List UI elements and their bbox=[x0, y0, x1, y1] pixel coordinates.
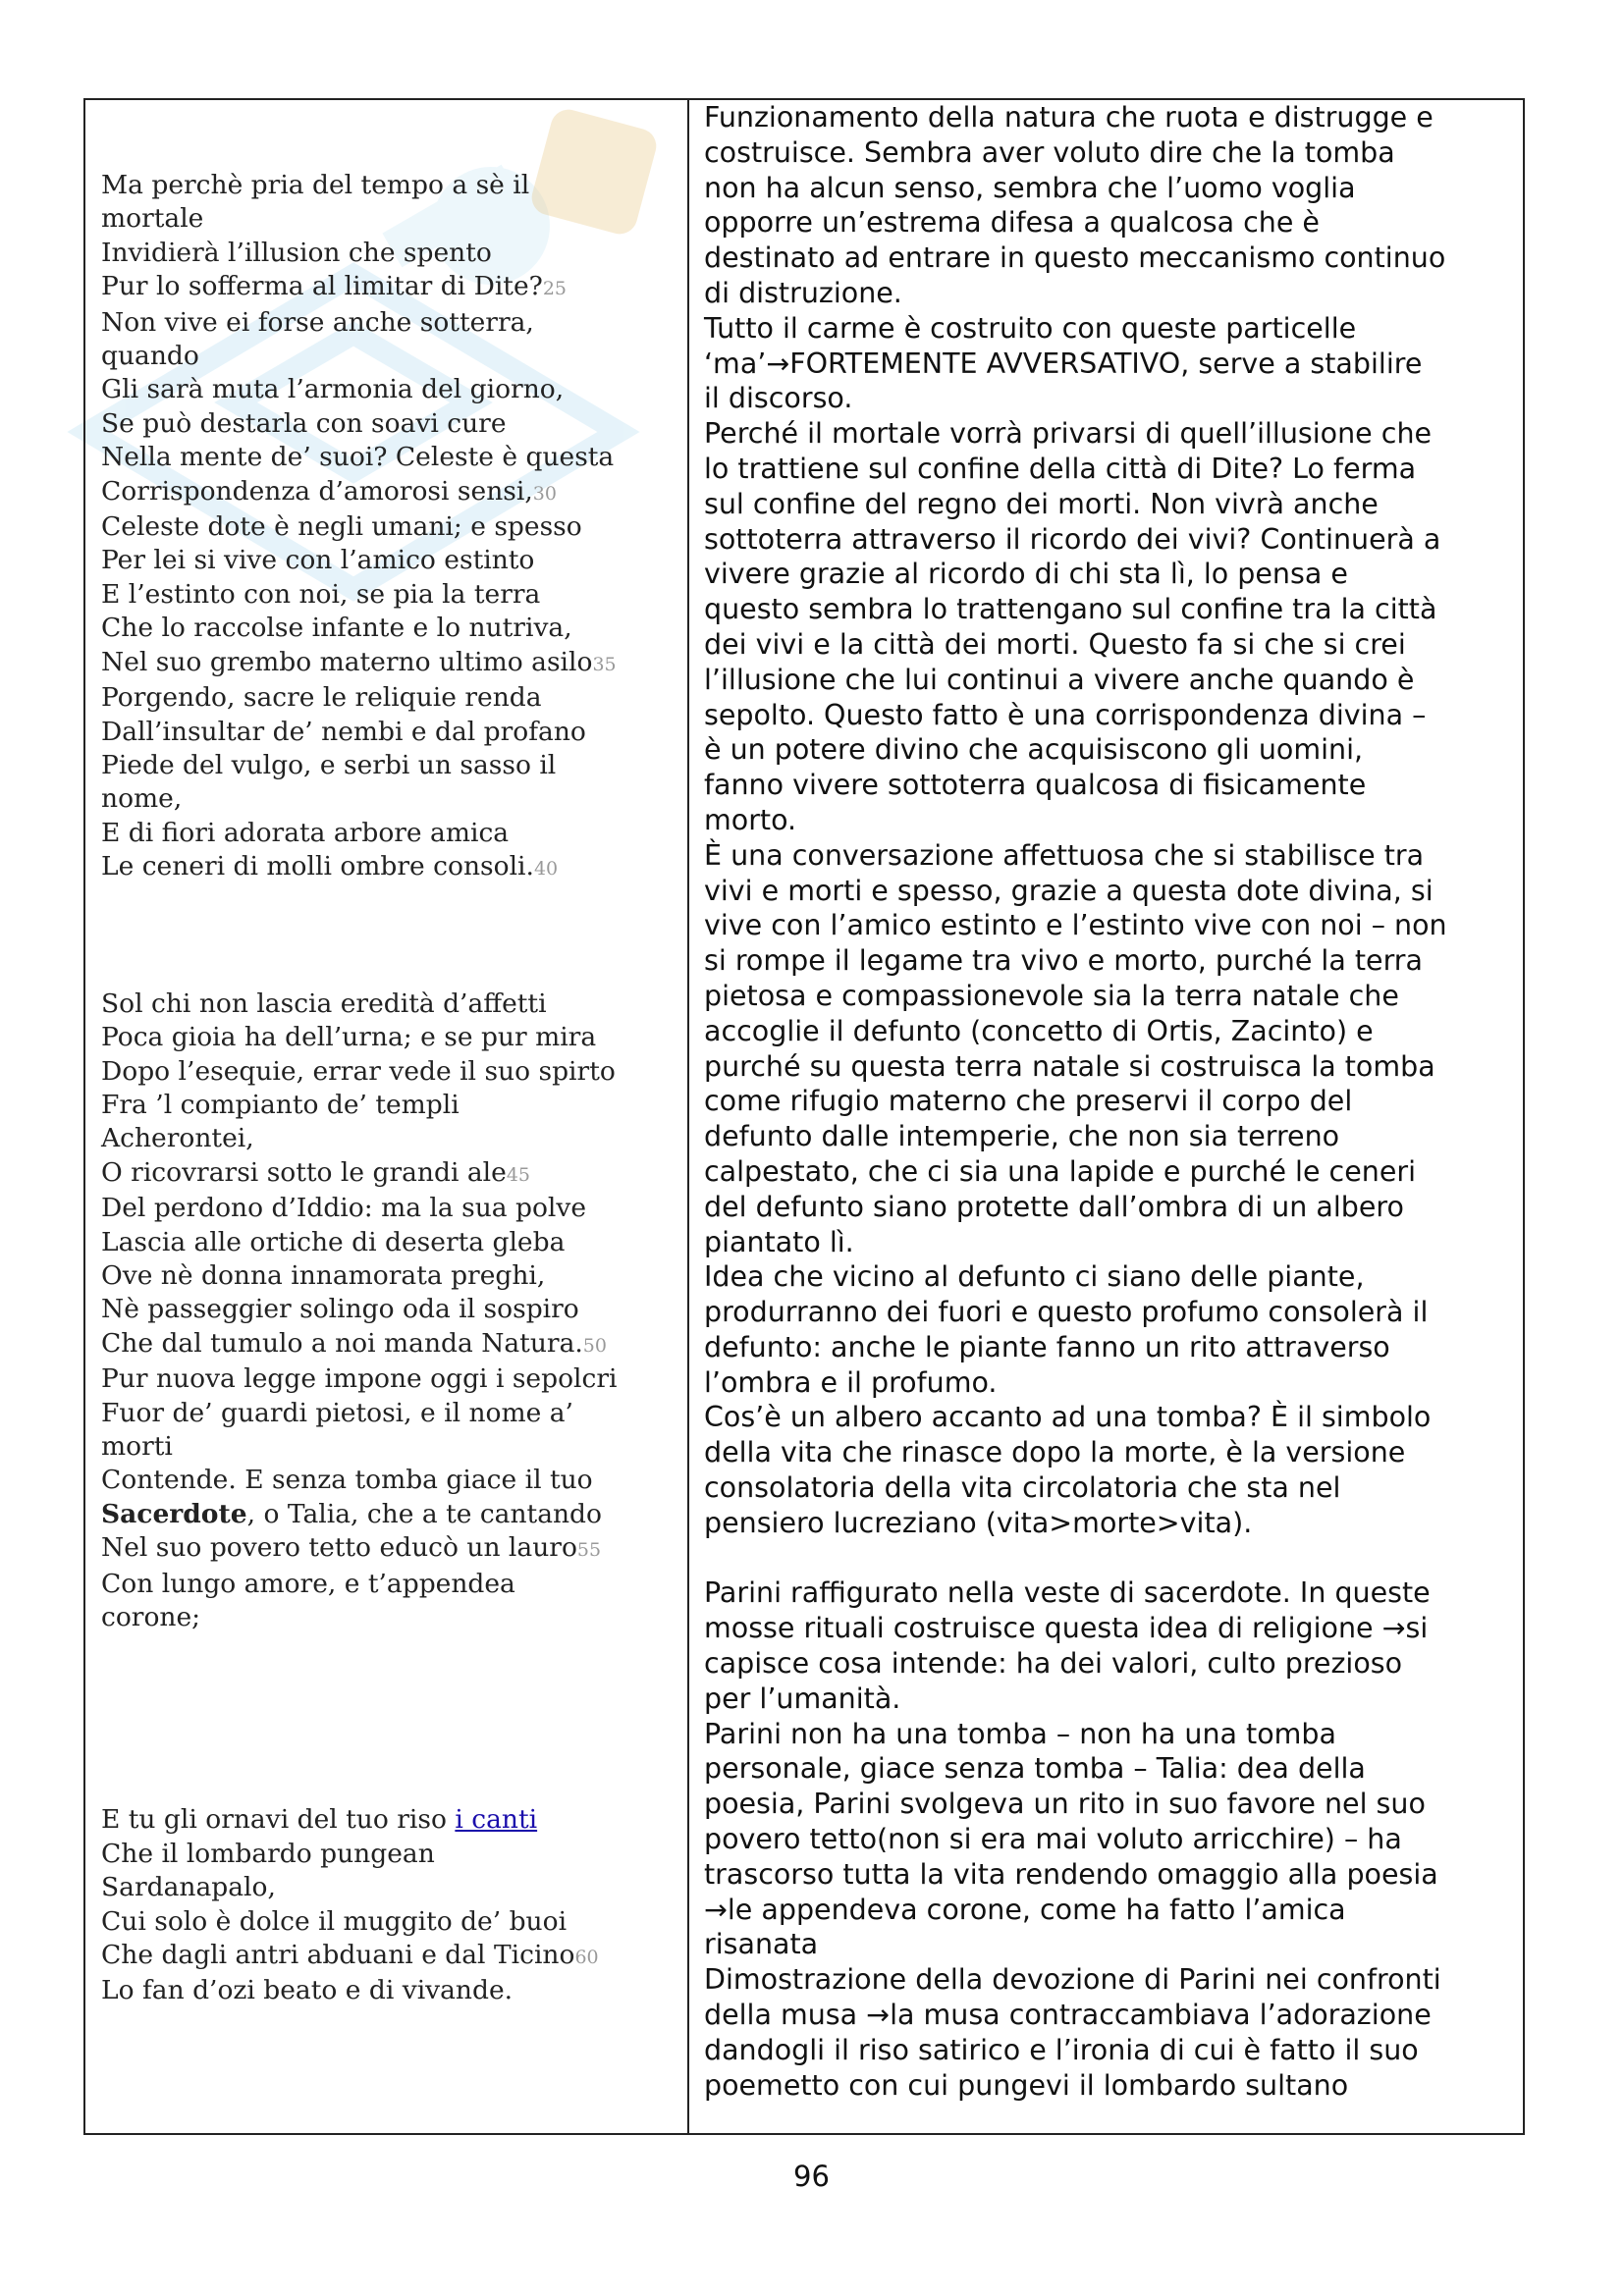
sacerdote-bold: Sacerdote bbox=[101, 1498, 247, 1529]
verse-line: Sardanapalo, bbox=[101, 1872, 276, 1903]
verse-number: 60 bbox=[574, 1947, 599, 1968]
verse-line: Pur nuova legge impone oggi i sepolcri bbox=[101, 1363, 618, 1395]
verse-line bbox=[101, 1327, 680, 1362]
verse-line bbox=[101, 270, 680, 305]
verse-line bbox=[101, 850, 680, 885]
commentary-line: l’ombra e il profumo. bbox=[704, 1365, 998, 1399]
verse-line: Per lei si vive con l’amico estinto bbox=[101, 545, 535, 576]
commentary-line: è un potere divino che acquisiscono gli uomini, bbox=[704, 733, 1364, 767]
commentary-line: Idea che vicino al defunto ci siano delle piante, bbox=[704, 1260, 1365, 1294]
verse-text: Nel suo povero tetto educò un lauro bbox=[101, 1532, 577, 1564]
verse-text: Nel suo grembo materno ultimo asilo bbox=[101, 646, 593, 677]
commentary-block-2 bbox=[704, 1575, 1519, 2103]
commentary-line: produrranno dei fuori e questo profumo consolerà il bbox=[704, 1296, 1429, 1329]
verse-line: Porgendo, sacre le reliquie renda bbox=[101, 682, 542, 714]
verse-line: morti bbox=[101, 1430, 173, 1462]
commentary-line: defunto: anche le piante fanno un rito attraverso bbox=[704, 1330, 1390, 1363]
verse-line: Che il lombardo pungean bbox=[101, 1838, 435, 1869]
verse-line: nome, bbox=[101, 783, 183, 815]
verse-line: Lascia alle ortiche di deserta gleba bbox=[101, 1226, 566, 1257]
commentary-line: Dimostrazione della devozione di Parini nei confronti bbox=[704, 1963, 1441, 1997]
commentary-line: Perché il mortale vorrà privarsi di quell’illusione che bbox=[704, 417, 1433, 451]
verse-number: 50 bbox=[582, 1334, 607, 1357]
verse-number: 40 bbox=[533, 858, 559, 881]
verse-number: 35 bbox=[592, 653, 617, 675]
verse-line: Lo fan d’ozi beato e di vivande. bbox=[101, 1975, 514, 2006]
verse-text: Che dagli antri abduani e dal Ticino bbox=[101, 1940, 575, 1970]
commentary-line: della musa →la musa contraccambiava l’adorazione bbox=[704, 1999, 1432, 2032]
commentary-line: povero tetto(non si era mai voluto arricchire) – ha bbox=[704, 1823, 1402, 1856]
stanza-3 bbox=[101, 1803, 680, 2007]
commentary-line: morto. bbox=[704, 803, 797, 836]
commentary-line: calpestato, che ci sia una lapide e purché le ceneri bbox=[704, 1154, 1416, 1188]
verse-line: Poca gioia ha dell’urna; e se pur mira bbox=[101, 1022, 597, 1053]
verse-line: Contende. E senza tomba giace il tuo bbox=[101, 1465, 593, 1496]
verse-line: Ove nè donna innamorata preghi, bbox=[101, 1259, 546, 1291]
verse-line: Acherontei, bbox=[101, 1123, 254, 1154]
commentary-line: del defunto siano protette dall’ombra di un albero bbox=[704, 1190, 1404, 1223]
notes-table bbox=[83, 98, 1525, 2135]
verse-line: Dopo l’esequie, errar vede il suo spirto bbox=[101, 1055, 616, 1087]
commentary-line: questo sembra lo trattengano sul confine tra la città bbox=[704, 593, 1437, 626]
verse-text: Pur lo sofferma al limitar di Dite? bbox=[101, 271, 543, 302]
commentary-line: È una conversazione affettuosa che si stabilisce tra bbox=[704, 838, 1425, 872]
commentary-line: capisce cosa intende: ha dei valori, culto prezioso bbox=[704, 1647, 1403, 1681]
commentary-line: mosse rituali costruisce questa idea di religione →si bbox=[704, 1612, 1429, 1645]
commentary-line: accoglie il defunto (concetto di Ortis, Zacinto) e bbox=[704, 1014, 1374, 1047]
commentary-line: Parini non ha una tomba – non ha una tomba bbox=[704, 1717, 1336, 1750]
verse-line: Gli sarà muta l’armonia del giorno, bbox=[101, 374, 565, 405]
i-canti-link[interactable]: i canti bbox=[455, 1804, 538, 1836]
verse-line: Nè passeggier solingo oda il sospiro bbox=[101, 1294, 579, 1325]
commentary-line: Funzionamento della natura che ruota e distrugge e bbox=[704, 101, 1434, 133]
commentary-line: vive con l’amico estinto e l’estinto vive con noi – non bbox=[704, 909, 1447, 942]
verse-line bbox=[101, 1939, 680, 1974]
page-number: 96 bbox=[793, 2160, 830, 2193]
commentary-line: lo trattiene sul confine della città di Dite? Lo ferma bbox=[704, 452, 1417, 485]
commentary-line: dei vivi e la città dei morti. Questo fa si che si crei bbox=[704, 627, 1406, 661]
verse-line: Che lo raccolse infante e lo nutriva, bbox=[101, 613, 572, 644]
commentary-line: risanata bbox=[704, 1928, 819, 1961]
poem-column bbox=[101, 169, 680, 2008]
verse-line: E di fiori adorata arbore amica bbox=[101, 817, 510, 848]
commentary-line: pietosa e compassionevole sia la terra natale che bbox=[704, 979, 1399, 1012]
verse-line: mortale bbox=[101, 203, 204, 235]
verse-line: Piede del vulgo, e serbi un sasso il bbox=[101, 749, 557, 780]
verse-number: 55 bbox=[576, 1539, 602, 1562]
comma: , bbox=[246, 1498, 256, 1529]
commentary-line: Parini raffigurato nella veste di sacerdote. In queste bbox=[704, 1576, 1431, 1610]
verse-line bbox=[101, 1803, 680, 1837]
commentary-line: →le appendeva corone, come ha fatto l’amica bbox=[704, 1893, 1346, 1926]
commentary-line: ‘ma’→FORTEMENTE AVVERSATIVO, serve a stabilire bbox=[704, 347, 1423, 380]
verse-line: Fra ’l compianto de’ templi bbox=[101, 1089, 460, 1120]
verse-number: 25 bbox=[542, 278, 568, 300]
commentary-line: si rompe il legame tra vivo e morto, purché la terra bbox=[704, 944, 1423, 978]
verse-line bbox=[101, 646, 680, 681]
commentary-line: personale, giace senza tomba – Talia: dea della bbox=[704, 1752, 1366, 1786]
commentary-line: vivere grazie al ricordo di chi sta lì, lo pensa e bbox=[704, 558, 1348, 591]
commentary-line: piantato lì. bbox=[704, 1225, 854, 1258]
commentary-line: purché su questa terra natale si costruisca la tomba bbox=[704, 1049, 1435, 1083]
verse-text: O ricovrarsi sotto le grandi ale bbox=[101, 1156, 507, 1188]
verse-line bbox=[101, 1156, 680, 1192]
verse-line: Con lungo amore, e t’appendea bbox=[101, 1568, 515, 1599]
commentary-line: Cos’è un albero accanto ad una tomba? È il simbolo bbox=[704, 1401, 1432, 1434]
commentary-line: il discorso. bbox=[704, 382, 853, 415]
verse-line: Nella mente de’ suoi? Celeste è questa bbox=[101, 442, 615, 473]
verse-text: Corrispondenza d’amorosi sensi, bbox=[101, 475, 533, 507]
verse-line: quando bbox=[101, 341, 199, 372]
verse-line: Invidierà l’illusion che spento bbox=[101, 237, 492, 268]
verse-text: E tu gli ornavi del tuo riso bbox=[101, 1804, 456, 1836]
verse-line: Se può destarla con soavi cure bbox=[101, 407, 507, 439]
verse-text: Le ceneri di molli ombre consoli. bbox=[101, 851, 534, 882]
commentary-column bbox=[704, 100, 1519, 2103]
verse-line bbox=[101, 1531, 680, 1567]
commentary-line: della vita che rinasce dopo la morte, è la versione bbox=[704, 1436, 1406, 1469]
verse-line bbox=[101, 1498, 680, 1531]
commentary-line: destinato ad entrare in questo meccanismo continuo bbox=[704, 241, 1446, 275]
commentary-line: trascorso tutta la vita rendendo omaggio alla poesia bbox=[704, 1857, 1438, 1891]
verse-line: Cui solo è dolce il muggito de’ buoi bbox=[101, 1905, 568, 1937]
column-divider bbox=[687, 100, 689, 2133]
commentary-line: sul confine del regno dei morti. Non vivrà anche bbox=[704, 487, 1379, 520]
commentary-line: dandogli il riso satirico e l’ironia di cui è fatto il suo bbox=[704, 2033, 1419, 2066]
commentary-block-1 bbox=[704, 100, 1519, 1541]
commentary-line: di distruzione. bbox=[704, 276, 902, 309]
stanza-1 bbox=[101, 169, 680, 886]
verse-line bbox=[101, 475, 680, 510]
commentary-line: poesia, Parini svolgeva un rito in suo favore nel suo bbox=[704, 1788, 1426, 1821]
commentary-line: poemetto con cui pungevi il lombardo sultano bbox=[704, 2068, 1349, 2102]
commentary-line: defunto dalle intemperie, che non sia terreno bbox=[704, 1120, 1340, 1153]
verse-line: Non vive ei forse anche sotterra, bbox=[101, 306, 534, 338]
verse-line: Fuor de’ guardi pietosi, e il nome a’ bbox=[101, 1397, 573, 1428]
commentary-line: costruisce. Sembra aver voluto dire che la tomba bbox=[704, 135, 1395, 169]
verse-line: Ma perchè pria del tempo a sè il bbox=[101, 170, 530, 200]
commentary-line: fanno vivere sottoterra qualcosa di fisicamente bbox=[704, 769, 1367, 802]
verse-text: Che dal tumulo a noi manda Natura. bbox=[101, 1327, 583, 1359]
commentary-line: non ha alcun senso, sembra che l’uomo voglia bbox=[704, 171, 1356, 204]
commentary-line: pensiero lucreziano (vita>morte>vita). bbox=[704, 1506, 1253, 1539]
verse-text: o Talia, che a te cantando bbox=[263, 1498, 602, 1529]
commentary-line: come rifugio materno che preservi il corpo del bbox=[704, 1085, 1353, 1118]
verse-line: corone; bbox=[101, 1602, 201, 1633]
verse-line: Dall’insultar de’ nembi e dal profano bbox=[101, 716, 586, 747]
commentary-line: consolatoria della vita circolatoria che sta nel bbox=[704, 1471, 1341, 1505]
commentary-line: Tutto il carme è costruito con queste particelle bbox=[704, 311, 1357, 345]
commentary-line: sepolto. Questo fatto è una corrispondenza divina – bbox=[704, 698, 1427, 731]
verse-number: 45 bbox=[506, 1163, 531, 1186]
commentary-line: per l’umanità. bbox=[704, 1682, 901, 1715]
verse-number: 30 bbox=[532, 482, 557, 505]
verse-line: Celeste dote è negli umani; e spesso bbox=[101, 511, 582, 543]
commentary-line: l’illusione che lui continui a vivere anche quando è bbox=[704, 663, 1415, 696]
verse-line: Del perdono d’Iddio: ma la sua polve bbox=[101, 1193, 587, 1224]
commentary-line: vivi e morti e spesso, grazie a questa dote divina, si bbox=[704, 874, 1434, 907]
stanza-2 bbox=[101, 988, 680, 1635]
verse-line: Sol chi non lascia eredità d’affetti bbox=[101, 988, 547, 1019]
commentary-line: opporre un’estrema difesa a qualcosa che è bbox=[704, 206, 1320, 240]
commentary-line: sottoterra attraverso il ricordo dei vivi? Continuerà a bbox=[704, 522, 1441, 556]
verse-line: E l’estinto con noi, se pia la terra bbox=[101, 578, 541, 610]
